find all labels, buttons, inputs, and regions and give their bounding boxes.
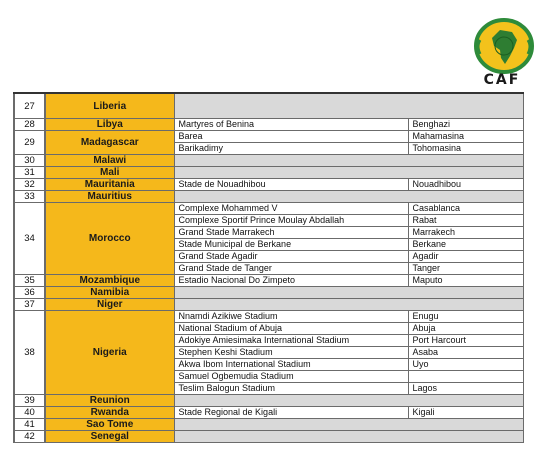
city-cell: Abuja <box>408 323 523 335</box>
stadium-cell: Barea <box>174 131 408 143</box>
stadium-cell: Barikadimy <box>174 143 408 155</box>
empty-stadium-cell <box>174 191 523 203</box>
city-cell: Marrakech <box>408 227 523 239</box>
stadium-cell: Samuel Ogbemudia Stadium <box>174 371 408 383</box>
row-number: 32 <box>14 179 45 191</box>
country-cell: Malawi <box>45 155 174 167</box>
city-cell: Tanger <box>408 263 523 275</box>
city-cell: Lagos <box>408 383 523 395</box>
country-cell: Liberia <box>45 93 174 119</box>
stadium-cell: Nnamdi Azikiwe Stadium <box>174 311 408 323</box>
city-cell: Rabat <box>408 215 523 227</box>
country-cell: Madagascar <box>45 131 174 155</box>
stadium-cell: Martyres of Benina <box>174 119 408 131</box>
city-cell: Berkane <box>408 239 523 251</box>
city-cell: Tohomasina <box>408 143 523 155</box>
stadium-cell: Complexe Mohammed V <box>174 203 408 215</box>
row-number: 42 <box>14 431 45 443</box>
africa-globe-icon <box>470 18 534 74</box>
table-row <box>14 287 523 299</box>
stadium-cell: Grand Stade Marrakech <box>174 227 408 239</box>
stadium-cell: Stade Municipal de Berkane <box>174 239 408 251</box>
empty-stadium-cell <box>174 419 523 431</box>
city-cell: Enugu <box>408 311 523 323</box>
country-cell: Senegal <box>45 431 174 443</box>
stadium-cell: Stephen Keshi Stadium <box>174 347 408 359</box>
table-row <box>14 311 523 323</box>
stadium-cell: Stade Regional de Kigali <box>174 407 408 419</box>
empty-stadium-cell <box>174 299 523 311</box>
country-cell: Libya <box>45 119 174 131</box>
row-number: 39 <box>14 395 45 407</box>
table-row <box>14 191 523 203</box>
row-number: 33 <box>14 191 45 203</box>
row-number: 30 <box>14 155 45 167</box>
country-cell: Reunion <box>45 395 174 407</box>
country-cell: Niger <box>45 299 174 311</box>
row-number: 40 <box>14 407 45 419</box>
table-row <box>14 179 523 191</box>
city-cell: Kigali <box>408 407 523 419</box>
row-number: 29 <box>14 131 45 155</box>
table-row <box>14 431 523 443</box>
empty-stadium-cell <box>174 93 523 119</box>
country-cell: Morocco <box>45 203 174 275</box>
city-cell: Port Harcourt <box>408 335 523 347</box>
stadiums-table-body <box>14 93 523 443</box>
row-number: 28 <box>14 119 45 131</box>
stadium-cell: Stade de Nouadhibou <box>174 179 408 191</box>
country-cell: Mali <box>45 167 174 179</box>
city-cell: Mahamasina <box>408 131 523 143</box>
row-number: 41 <box>14 419 45 431</box>
table-row <box>14 119 523 131</box>
stadium-cell: National Stadium of Abuja <box>174 323 408 335</box>
city-cell: Casablanca <box>408 203 523 215</box>
stadium-cell: Complexe Sportif Prince Moulay Abdallah <box>174 215 408 227</box>
country-cell: Namibia <box>45 287 174 299</box>
city-cell: Nouadhibou <box>408 179 523 191</box>
empty-stadium-cell <box>174 167 523 179</box>
table-row <box>14 203 523 215</box>
stadium-cell: Teslim Balogun Stadium <box>174 383 408 395</box>
row-number: 35 <box>14 275 45 287</box>
table-row <box>14 155 523 167</box>
country-cell: Rwanda <box>45 407 174 419</box>
table-row <box>14 299 523 311</box>
table-row <box>14 93 523 119</box>
table-row <box>14 275 523 287</box>
city-cell: Benghazi <box>408 119 523 131</box>
stadium-cell: Grand Stade de Tanger <box>174 263 408 275</box>
row-number: 34 <box>14 203 45 275</box>
row-number: 36 <box>14 287 45 299</box>
country-cell: Mauritius <box>45 191 174 203</box>
city-cell: Agadir <box>408 251 523 263</box>
table-row <box>14 167 523 179</box>
city-cell: Asaba <box>408 347 523 359</box>
table-row <box>14 407 523 419</box>
city-cell <box>408 371 523 383</box>
table-row <box>14 131 523 143</box>
empty-stadium-cell <box>174 155 523 167</box>
row-number: 37 <box>14 299 45 311</box>
country-cell: Sao Tome <box>45 419 174 431</box>
city-cell: Uyo <box>408 359 523 371</box>
stadiums-table <box>13 92 524 443</box>
stadium-cell: Grand Stade Agadir <box>174 251 408 263</box>
empty-stadium-cell <box>174 431 523 443</box>
caf-logo-text: CAF <box>483 72 521 88</box>
empty-stadium-cell <box>174 287 523 299</box>
city-cell: Maputo <box>408 275 523 287</box>
row-number: 31 <box>14 167 45 179</box>
table-row <box>14 395 523 407</box>
stadium-cell: Akwa Ibom International Stadium <box>174 359 408 371</box>
country-cell: Mauritania <box>45 179 174 191</box>
row-number: 27 <box>14 93 45 119</box>
row-number: 38 <box>14 311 45 395</box>
country-cell: Mozambique <box>45 275 174 287</box>
caf-logo <box>470 18 534 88</box>
country-cell: Nigeria <box>45 311 174 395</box>
stadium-cell: Estadio Nacional Do Zimpeto <box>174 275 408 287</box>
stadium-cell: Adokiye Amiesimaka International Stadium <box>174 335 408 347</box>
empty-stadium-cell <box>174 395 523 407</box>
table-row <box>14 419 523 431</box>
